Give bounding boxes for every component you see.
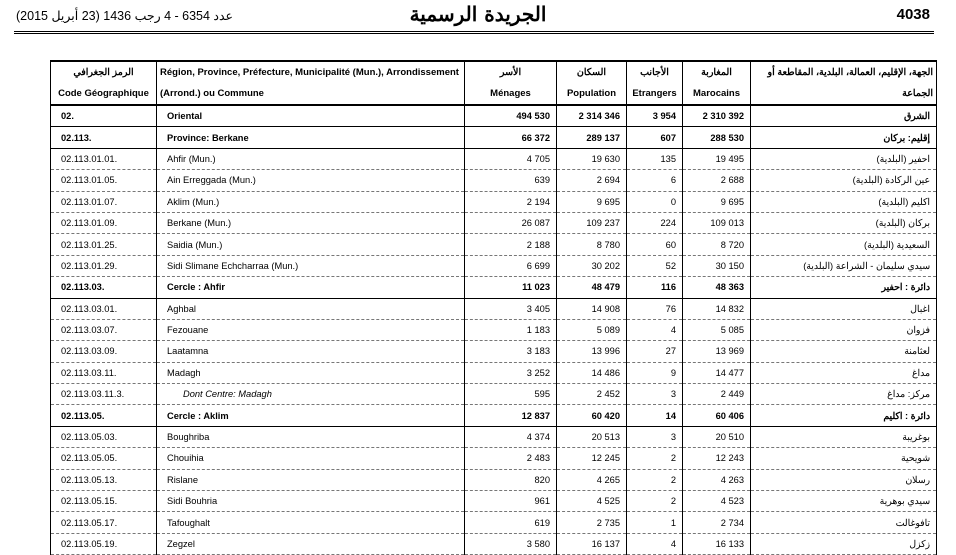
row-marocains: 2 310 392 — [683, 105, 751, 127]
row-menages: 595 — [465, 384, 557, 405]
row-etrangers: 2 — [627, 469, 683, 490]
row-arabic-name: اغبال — [751, 298, 937, 319]
row-code: 02.113.03. — [51, 277, 157, 298]
table-row — [51, 127, 937, 148]
row-name: Chouihia — [157, 448, 465, 469]
row-population: 48 479 — [557, 277, 627, 298]
table-row — [51, 255, 937, 276]
row-code: 02.113.05.15. — [51, 491, 157, 512]
row-menages: 619 — [465, 512, 557, 533]
row-name: Aklim (Mun.) — [157, 191, 465, 212]
row-code: 02.113.01.25. — [51, 234, 157, 255]
row-marocains: 19 495 — [683, 148, 751, 169]
table-row — [51, 234, 937, 255]
row-arabic-name: بوغريبة — [751, 426, 937, 447]
row-marocains: 4 523 — [683, 491, 751, 512]
code-header-fr: Code Géographique — [51, 83, 157, 105]
row-code: 02.113.05.13. — [51, 469, 157, 490]
table-row — [51, 405, 937, 426]
row-marocains: 20 510 — [683, 426, 751, 447]
issue-info: عدد 6354 - 4 رجب 1436 (23 أبريل 2015) — [16, 9, 234, 23]
row-marocains: 109 013 — [683, 212, 751, 233]
table-row — [51, 298, 937, 319]
row-marocains: 8 720 — [683, 234, 751, 255]
row-name: Laatamna — [157, 341, 465, 362]
table-row — [51, 319, 937, 340]
row-population: 8 780 — [557, 234, 627, 255]
name-header-fr-line1: Région, Province, Préfecture, Municipalité (Mun.), Arrondissement — [157, 61, 465, 83]
row-etrangers: 52 — [627, 255, 683, 276]
row-population: 289 137 — [557, 127, 627, 148]
row-name: Berkane (Mun.) — [157, 212, 465, 233]
row-menages: 6 699 — [465, 255, 557, 276]
row-arabic-name: دائرة : احفير — [751, 277, 937, 298]
row-code: 02.113. — [51, 127, 157, 148]
row-population: 4 265 — [557, 469, 627, 490]
journal-title: الجريدة الرسمية — [409, 2, 547, 26]
row-arabic-name: تافوغالت — [751, 512, 937, 533]
header-row-arabic — [51, 61, 937, 83]
row-code: 02.113.05. — [51, 405, 157, 426]
row-code: 02.113.03.01. — [51, 298, 157, 319]
row-arabic-name: سيدي بوهرية — [751, 491, 937, 512]
row-etrangers: 3 954 — [627, 105, 683, 127]
row-arabic-name: رسلان — [751, 469, 937, 490]
table-row — [51, 491, 937, 512]
row-etrangers: 60 — [627, 234, 683, 255]
header-rule — [14, 31, 934, 35]
table-row — [51, 362, 937, 383]
row-population: 13 996 — [557, 341, 627, 362]
table-row — [51, 533, 937, 554]
row-arabic-name: الشرق — [751, 105, 937, 127]
row-population: 2 694 — [557, 170, 627, 191]
row-code: 02.113.05.19. — [51, 533, 157, 554]
population-header-fr: Population — [557, 83, 627, 105]
row-marocains: 60 406 — [683, 405, 751, 426]
table-row — [51, 448, 937, 469]
row-marocains: 14 477 — [683, 362, 751, 383]
row-menages: 2 188 — [465, 234, 557, 255]
row-arabic-name: زكزل — [751, 533, 937, 554]
table-row — [51, 341, 937, 362]
row-code: 02.113.01.01. — [51, 148, 157, 169]
row-arabic-name: اكليم (البلدية) — [751, 191, 937, 212]
row-etrangers: 6 — [627, 170, 683, 191]
row-code: 02.113.03.11.3. — [51, 384, 157, 405]
row-name: Tafoughalt — [157, 512, 465, 533]
row-name: Cercle : Aklim — [157, 405, 465, 426]
row-menages: 26 087 — [465, 212, 557, 233]
row-code: 02. — [51, 105, 157, 127]
ar-name-header-line1: الجهة، الإقليم، العمالة، البلدية، المقاطعة أو — [751, 61, 937, 83]
row-menages: 3 252 — [465, 362, 557, 383]
ar-name-header-line2: الجماعة — [751, 83, 937, 105]
code-header-ar: الرمز الجغرافي — [51, 61, 157, 83]
row-menages: 66 372 — [465, 127, 557, 148]
row-population: 9 695 — [557, 191, 627, 212]
row-code: 02.113.01.07. — [51, 191, 157, 212]
table-row — [51, 384, 937, 405]
row-marocains: 12 243 — [683, 448, 751, 469]
menages-header-ar: الأسر — [465, 61, 557, 83]
row-marocains: 13 969 — [683, 341, 751, 362]
table-row — [51, 170, 937, 191]
page-number: 4038 — [896, 6, 930, 23]
table-row — [51, 191, 937, 212]
row-population: 2 314 346 — [557, 105, 627, 127]
row-menages: 494 530 — [465, 105, 557, 127]
row-etrangers: 2 — [627, 448, 683, 469]
row-etrangers: 0 — [627, 191, 683, 212]
row-name: Cercle : Ahfir — [157, 277, 465, 298]
row-population: 5 089 — [557, 319, 627, 340]
row-marocains: 16 133 — [683, 533, 751, 554]
row-arabic-name: مركز: مداغ — [751, 384, 937, 405]
table-row — [51, 277, 937, 298]
row-population: 16 137 — [557, 533, 627, 554]
row-arabic-name: السعيدية (البلدية) — [751, 234, 937, 255]
row-code: 02.113.05.03. — [51, 426, 157, 447]
row-code: 02.113.01.05. — [51, 170, 157, 191]
row-etrangers: 27 — [627, 341, 683, 362]
marocains-header-fr: Marocains — [683, 83, 751, 105]
row-population: 19 630 — [557, 148, 627, 169]
row-etrangers: 9 — [627, 362, 683, 383]
row-code: 02.113.01.09. — [51, 212, 157, 233]
header-row-french — [51, 83, 937, 105]
row-population: 60 420 — [557, 405, 627, 426]
row-arabic-name: بركان (البلدية) — [751, 212, 937, 233]
row-arabic-name: فزوان — [751, 319, 937, 340]
row-arabic-name: دائرة : اكليم — [751, 405, 937, 426]
row-etrangers: 14 — [627, 405, 683, 426]
row-code: 02.113.05.17. — [51, 512, 157, 533]
row-etrangers: 135 — [627, 148, 683, 169]
row-population: 12 245 — [557, 448, 627, 469]
row-menages: 4 374 — [465, 426, 557, 447]
table-row — [51, 148, 937, 169]
row-name: Sidi Bouhria — [157, 491, 465, 512]
row-menages: 11 023 — [465, 277, 557, 298]
row-arabic-name: مداغ — [751, 362, 937, 383]
row-population: 2 452 — [557, 384, 627, 405]
table-row — [51, 426, 937, 447]
table-row — [51, 212, 937, 233]
row-menages: 12 837 — [465, 405, 557, 426]
row-marocains: 14 832 — [683, 298, 751, 319]
row-etrangers: 607 — [627, 127, 683, 148]
row-etrangers: 3 — [627, 384, 683, 405]
row-menages: 2 483 — [465, 448, 557, 469]
row-etrangers: 2 — [627, 491, 683, 512]
row-etrangers: 76 — [627, 298, 683, 319]
row-etrangers: 4 — [627, 319, 683, 340]
row-menages: 4 705 — [465, 148, 557, 169]
row-name: Zegzel — [157, 533, 465, 554]
row-arabic-name: إقليم: بركان — [751, 127, 937, 148]
census-table — [50, 60, 937, 555]
row-name: Aghbal — [157, 298, 465, 319]
row-population: 2 735 — [557, 512, 627, 533]
row-arabic-name: شويحية — [751, 448, 937, 469]
row-marocains: 2 449 — [683, 384, 751, 405]
row-name: Sidi Slimane Echcharraa (Mun.) — [157, 255, 465, 276]
row-code: 02.113.03.07. — [51, 319, 157, 340]
row-code: 02.113.01.29. — [51, 255, 157, 276]
row-etrangers: 1 — [627, 512, 683, 533]
row-population: 4 525 — [557, 491, 627, 512]
row-marocains: 2 688 — [683, 170, 751, 191]
row-marocains: 2 734 — [683, 512, 751, 533]
row-marocains: 30 150 — [683, 255, 751, 276]
row-menages: 639 — [465, 170, 557, 191]
row-name: Saidia (Mun.) — [157, 234, 465, 255]
row-population: 109 237 — [557, 212, 627, 233]
row-name: Fezouane — [157, 319, 465, 340]
row-etrangers: 3 — [627, 426, 683, 447]
table-row — [51, 105, 937, 127]
table-row — [51, 469, 937, 490]
row-arabic-name: سيدي سليمان - الشراعة (البلدية) — [751, 255, 937, 276]
row-population: 30 202 — [557, 255, 627, 276]
row-arabic-name: احفير (البلدية) — [751, 148, 937, 169]
row-menages: 3 183 — [465, 341, 557, 362]
row-etrangers: 116 — [627, 277, 683, 298]
row-etrangers: 4 — [627, 533, 683, 554]
row-marocains: 5 085 — [683, 319, 751, 340]
row-etrangers: 224 — [627, 212, 683, 233]
row-menages: 961 — [465, 491, 557, 512]
row-menages: 3 405 — [465, 298, 557, 319]
row-arabic-name: لعثامنة — [751, 341, 937, 362]
etrangers-header-fr: Etrangers — [627, 83, 683, 105]
page-header — [0, 0, 956, 34]
row-population: 14 908 — [557, 298, 627, 319]
row-menages: 820 — [465, 469, 557, 490]
table-row — [51, 512, 937, 533]
row-menages: 3 580 — [465, 533, 557, 554]
row-population: 20 513 — [557, 426, 627, 447]
row-name: Province: Berkane — [157, 127, 465, 148]
row-menages: 2 194 — [465, 191, 557, 212]
row-code: 02.113.05.05. — [51, 448, 157, 469]
etrangers-header-ar: الأجانب — [627, 61, 683, 83]
row-marocains: 288 530 — [683, 127, 751, 148]
row-name: Ahfir (Mun.) — [157, 148, 465, 169]
row-code: 02.113.03.11. — [51, 362, 157, 383]
row-name: Madagh — [157, 362, 465, 383]
name-header-fr-line2: (Arrond.) ou Commune — [157, 83, 465, 105]
row-marocains: 4 263 — [683, 469, 751, 490]
row-code: 02.113.03.09. — [51, 341, 157, 362]
row-name: Rislane — [157, 469, 465, 490]
marocains-header-ar: المغاربة — [683, 61, 751, 83]
row-name: Oriental — [157, 105, 465, 127]
menages-header-fr: Ménages — [465, 83, 557, 105]
row-name: Dont Centre: Madagh — [157, 384, 465, 405]
row-name: Boughriba — [157, 426, 465, 447]
row-population: 14 486 — [557, 362, 627, 383]
population-header-ar: السكان — [557, 61, 627, 83]
row-marocains: 9 695 — [683, 191, 751, 212]
row-marocains: 48 363 — [683, 277, 751, 298]
row-menages: 1 183 — [465, 319, 557, 340]
row-arabic-name: عين الركادة (البلدية) — [751, 170, 937, 191]
row-name: Ain Erreggada (Mun.) — [157, 170, 465, 191]
